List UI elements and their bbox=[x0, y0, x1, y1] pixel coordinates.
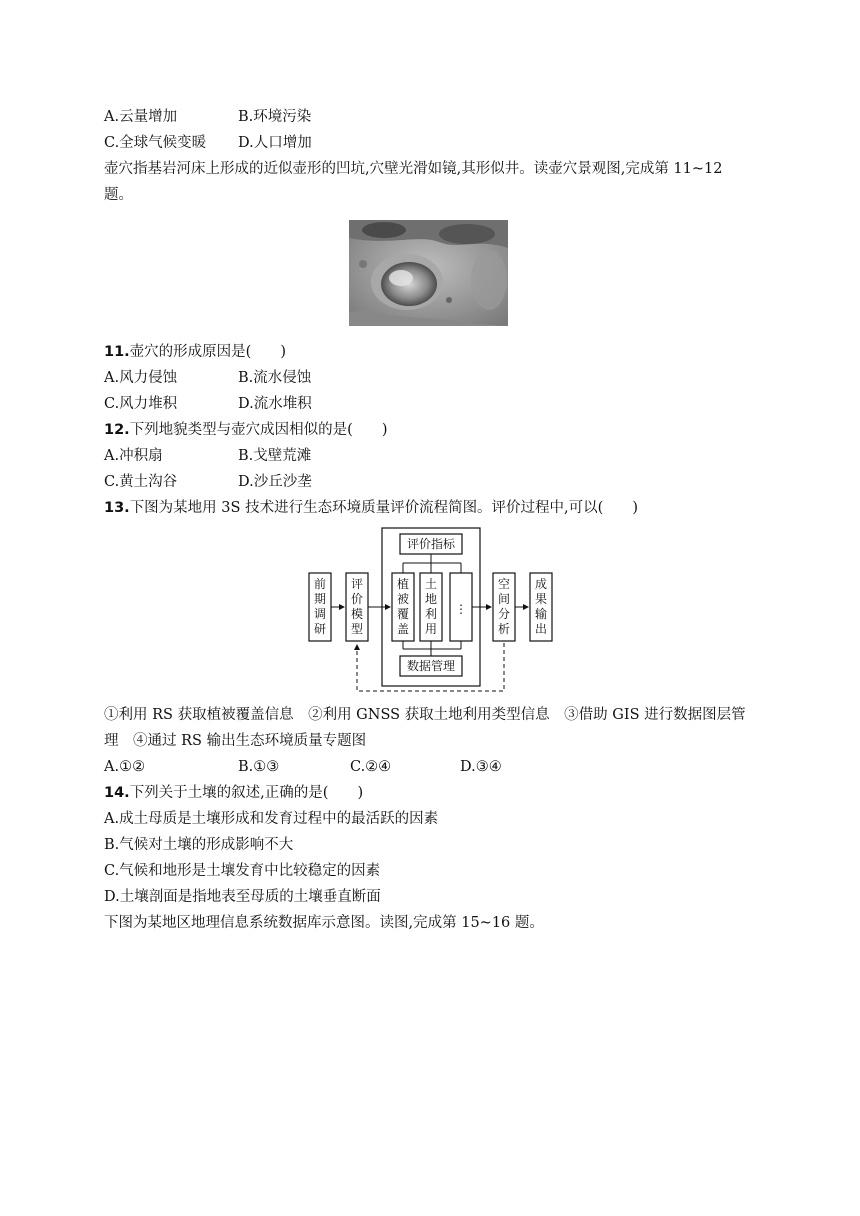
intro-15-16: 下图为某地区地理信息系统数据库示意图。读图,完成第 15~16 题。 bbox=[104, 915, 544, 931]
q14-option-a: A.成土母质是土壤形成和发育过程中的最活跃的因素 bbox=[104, 811, 439, 827]
q14-option-b: B.气候对土壤的形成影响不大 bbox=[104, 837, 294, 853]
flow-spatial-char: 间 bbox=[497, 592, 511, 606]
q10-option-c: C.全球气候变暖 bbox=[104, 135, 207, 151]
flow-model-char: 型 bbox=[350, 622, 364, 636]
q13-option-c: C.②④ bbox=[350, 759, 392, 775]
more-ellipsis: ⋮ bbox=[455, 602, 467, 616]
data-mgmt-label: 数据管理 bbox=[406, 659, 456, 673]
q13-statements-line2: 理 ④通过 RS 输出生态环境质量专题图 bbox=[104, 733, 367, 749]
flow-land-char: 用 bbox=[424, 622, 438, 636]
q12-stem bbox=[104, 420, 388, 440]
q13-stem-text: 下图为某地用 3S 技术进行生态环境质量评价流程简图。评价过程中,可以( ) bbox=[129, 500, 638, 516]
q11-number: 11. bbox=[104, 344, 130, 360]
q11-option-a: A.风力侵蚀 bbox=[104, 370, 178, 386]
flow-survey-char: 调 bbox=[313, 607, 327, 621]
q11-option-d: D.流水堆积 bbox=[238, 396, 312, 412]
q10-option-a: A.云量增加 bbox=[104, 109, 178, 125]
q13-number: 13. bbox=[104, 500, 130, 516]
q14-number: 14. bbox=[104, 785, 130, 801]
q12-option-d: D.沙丘沙垄 bbox=[238, 474, 312, 490]
q11-stem-text: 壶穴的形成原因是( ) bbox=[129, 344, 287, 360]
flow-veg-char: 盖 bbox=[396, 622, 410, 636]
q10-option-d: D.人口增加 bbox=[238, 135, 312, 151]
q14-option-d: D.土壤剖面是指地表至母质的土壤垂直断面 bbox=[104, 889, 381, 905]
q13-option-b: B.①③ bbox=[238, 759, 280, 775]
q13-option-d: D.③④ bbox=[460, 759, 502, 775]
q12-stem-text: 下列地貌类型与壶穴成因相似的是( ) bbox=[129, 422, 388, 438]
flow-output-char: 成 bbox=[534, 577, 548, 591]
flow-spatial-char: 分 bbox=[497, 607, 511, 621]
pothole-photo bbox=[349, 220, 508, 326]
indicators-label: 评价指标 bbox=[406, 537, 456, 551]
flow-veg-char: 覆 bbox=[396, 607, 410, 621]
flow-survey-char: 前 bbox=[313, 577, 327, 591]
flow-model-char: 评 bbox=[350, 577, 364, 591]
q12-option-c: C.黄土沟谷 bbox=[104, 474, 178, 490]
intro-11-12-line2: 题。 bbox=[104, 187, 133, 203]
q12-option-b: B.戈壁荒滩 bbox=[238, 448, 312, 464]
flow-spatial-char: 析 bbox=[497, 622, 511, 636]
q13-option-a: A.①② bbox=[104, 759, 146, 775]
flow-survey-char: 研 bbox=[313, 622, 327, 636]
q11-stem bbox=[104, 342, 286, 362]
flow-model-char: 价 bbox=[350, 592, 364, 606]
intro-11-12-line1: 壶穴指基岩河床上形成的近似壶形的凹坑,穴壁光滑如镜,其形似井。读壶穴景观图,完成第 11~12 bbox=[104, 161, 723, 177]
flow-output-char: 果 bbox=[534, 592, 548, 606]
evaluation-flowchart bbox=[306, 527, 556, 695]
q10-option-b: B.环境污染 bbox=[238, 109, 312, 125]
q14-stem-text: 下列关于土壤的叙述,正确的是( ) bbox=[129, 785, 364, 801]
q12-option-a: A.冲积扇 bbox=[104, 448, 163, 464]
q13-statements-line1: ①利用 RS 获取植被覆盖信息 ②利用 GNSS 获取土地利用类型信息 ③借助 GIS 进行数据图层管 bbox=[104, 707, 746, 723]
flow-survey-char: 期 bbox=[313, 592, 327, 606]
flow-output-char: 出 bbox=[534, 622, 548, 636]
q12-number: 12. bbox=[104, 422, 130, 438]
q14-option-c: C.气候和地形是土壤发育中比较稳定的因素 bbox=[104, 863, 381, 879]
flow-land-char: 土 bbox=[424, 577, 438, 591]
flow-land-char: 利 bbox=[424, 607, 438, 621]
flow-land-char: 地 bbox=[424, 592, 438, 606]
q14-stem bbox=[104, 783, 363, 803]
q11-option-b: B.流水侵蚀 bbox=[238, 370, 312, 386]
flow-veg-char: 植 bbox=[396, 577, 410, 591]
q13-stem bbox=[104, 498, 638, 518]
flow-spatial-char: 空 bbox=[497, 577, 511, 591]
flow-model-char: 模 bbox=[350, 607, 364, 621]
q11-option-c: C.风力堆积 bbox=[104, 396, 178, 412]
flow-veg-char: 被 bbox=[396, 592, 410, 606]
flow-output-char: 输 bbox=[534, 607, 548, 621]
